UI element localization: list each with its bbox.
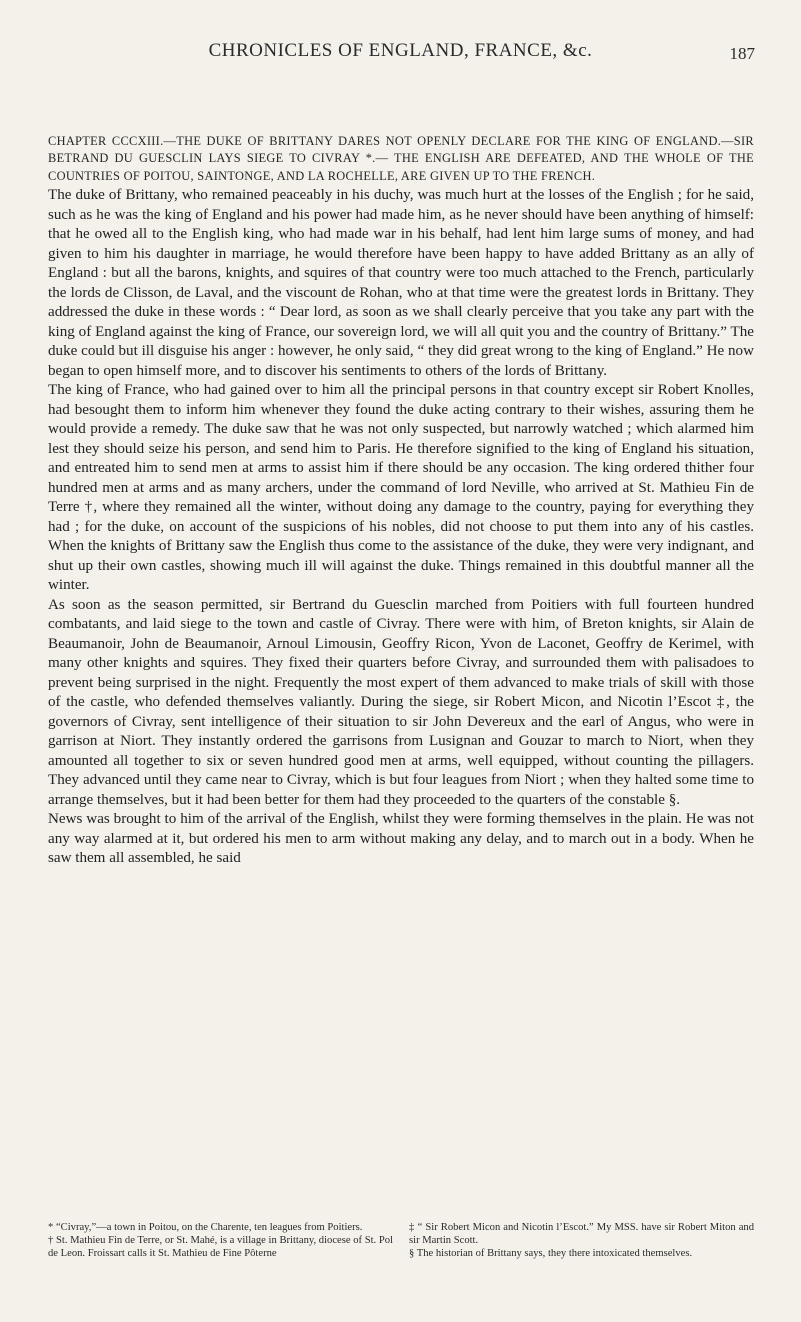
paragraph: As soon as the season permitted, sir Bertrand du Guesclin marched from Poitiers with full fourteen hundred combatants, and laid siege to the town and castle of Civray. There were with him, of Breton knights, sir Alain de Beaumanoir, John de Beaumanoir, Arnoul Limousin, Geoffry Ricon, Yvon de Laconet, Geoffry de Kerimel, with many other knights and squires. They fixed their quarters before Civray, and surrounded them with palisadoes to prevent being surprised in the night. Frequently the most expert of them advanced to make trials of skill with those of the castle, who defended themselves valiantly. During the siege, sir Robert Micon, and Nicotin l’Escot ‡, the governors of Civray, sent intelligence of their situation to sir John Devereux and the earl of Angus, who were in garrison at Niort. They instantly ordered the garrisons from Lusignan and Gouzar to march to Niort, when they amounted all together to six or seven hundred good men at arms, well equipped, without counting the pillagers. They advanced until they came near to Civray, which is but four leagues from Niort ; when they halted some time to arrange themselves, but it had been better for them had they proceeded to the quarters of the constable §. bbox=[48, 596, 754, 808]
paragraph: The king of France, who had gained over to him all the principal persons in that country except sir Robert Knolles, had besought them to inform him whenever they found the duke acting contrary to their wishes, assuring them he would provide a remedy. The duke saw that he was not only suspected, but narrowly watched ; which alarmed him lest they should seize his person, and send him to Paris. He therefore signified to the king of England his situation, and entreated him to send men at arms to assist him if there should be any occasion. The king ordered thither four hundred men at arms and as many archers, under the command of lord Neville, who arrived at St. Mathieu Fin de Terre †, where they remained all the winter, without doing any damage to the country, paying for everything they had ; for the duke, on account of the suspicions of his nobles, did not choose to put them into any of his castles. When the knights of Brittany saw the English thus come to the assistance of the duke, they were very indignant, and shut up their own castles, showing much ill will against the duke. Things remained in this doubtful manner all the winter. bbox=[48, 382, 754, 593]
footnotes-left-column bbox=[48, 1221, 393, 1261]
paragraph: News was brought to him of the arrival of the English, whilst they were forming themselves in the plain. He was not any way alarmed at it, but ordered his men to arm without making any delay, and to march out in a body. When he saw them all assembled, he said bbox=[48, 811, 754, 866]
footnotes-right-column bbox=[409, 1221, 754, 1261]
chapter-heading: CHAPTER CCCXIII.—THE DUKE OF BRITTANY DARES NOT OPENLY DECLARE FOR THE KING OF ENGLAND.—SIR BETRAND DU GUESCLIN LAYS SIEGE TO CIVRAY *.— THE ENGLISH ARE DEFEATED, AND THE WHOLE OF THE COUNTRIES OF POITOU, SAINTONGE, AND LA ROCHELLE, ARE GIVEN UP TO THE FRENCH. bbox=[48, 134, 754, 183]
footnotes bbox=[48, 1221, 754, 1261]
page-number: 187 bbox=[729, 44, 755, 63]
body-text bbox=[48, 186, 754, 869]
running-title: CHRONICLES OF ENGLAND, FRANCE, &c. bbox=[208, 40, 593, 61]
paragraph: The duke of Brittany, who remained peaceably in his duchy, was much hurt at the losses of the English ; for he said, such as he was the king of England and his power had made him, as he never should have been anything of himself: that he owed all to the English king, who had made war in his behalf, had lent him large sums of money, and had given to him his daughter in marriage, he would therefore have been happy to have added Brittany as an ally of England : but all the barons, knights, and squires of that country were too much attached to the French, particularly the lords de Clisson, de Laval, and the viscount de Rohan, who at that time were the greatest lords in Brittany. They addressed the duke in these words : “ Dear lord, as soon as we shall clearly perceive that you take any part with the king of England against the king of France, our sovereign lord, we will all quit you and the country of Brittany.” The duke could but ill disguise his anger : however, he only said, “ they did great wrong to the king of England.” He now began to open himself more, and to discover his sentiments to others of the lords of Brittany. bbox=[48, 187, 754, 379]
footnote: § The historian of Brittany says, they there intoxicated themselves. bbox=[409, 1248, 693, 1260]
footnote: † St. Mathieu Fin de Terre, or St. Mahé, is a village in Brittany, diocese of St. Pol de Leon. Froissart calls it St. Mathieu de Fine Pôterne bbox=[48, 1235, 393, 1260]
footnote: ‡ “ Sir Robert Micon and Nicotin l’Escot.” My MSS. have sir Robert Miton and sir Martin Scott. bbox=[409, 1222, 754, 1247]
footnote: * “Civray,”—a town in Poitou, on the Charente, ten leagues from Poitiers. bbox=[48, 1222, 363, 1233]
